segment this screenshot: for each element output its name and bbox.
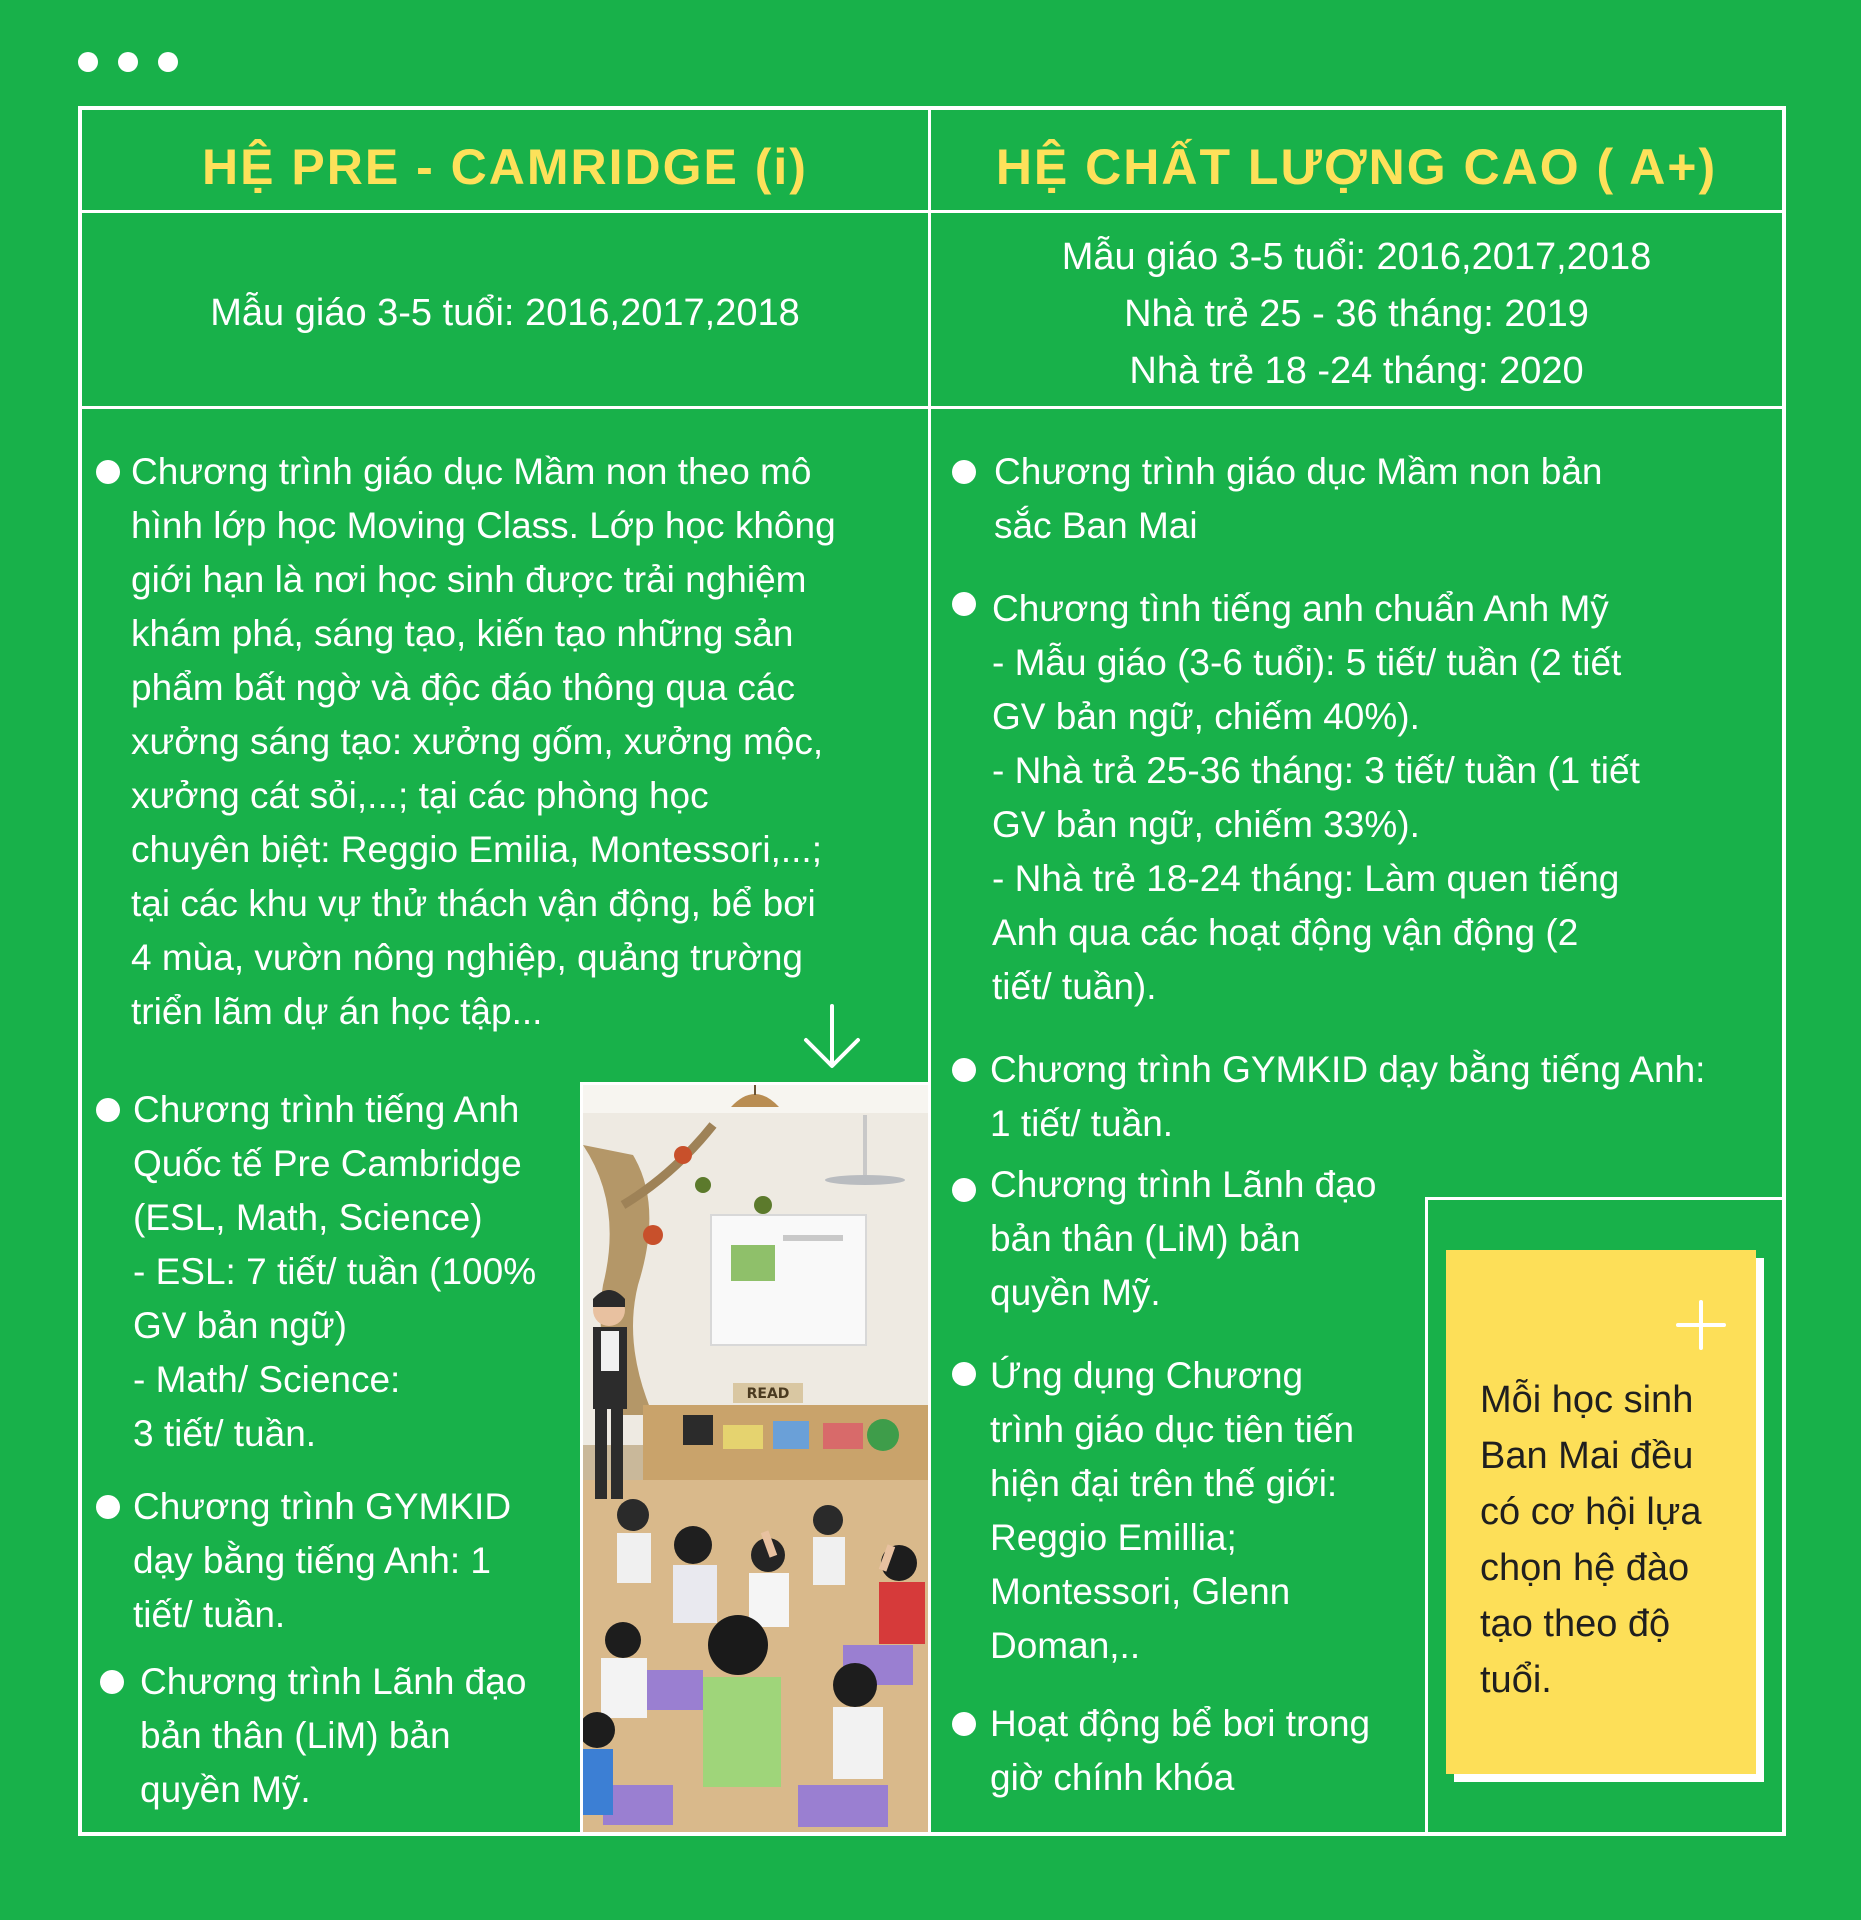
dot-icon [158,52,178,72]
note-box-border [1425,1197,1428,1836]
bullet-icon [100,1670,124,1694]
bullet-icon [952,460,976,484]
right-item-gymkid: Chương trình GYMKID dạy bằng tiếng Anh: 1 tiết/ tuần. [990,1049,1706,1144]
right-item-english: Chương tình tiếng anh chuẩn Anh Mỹ - Mẫu giáo (3-6 tuổi): 5 tiết/ tuần (2 tiết GV bản ngữ, chiếm 40%). - Nhà trả 25-36 tháng: 3 tiết/ tuần (1 tiết GV bản ngữ, chiếm 33%). - Nhà trẻ 18-24 tháng: Làm quen tiếng Anh qua các hoạt động vận động (2 tiết/ tuần). [992,588,1640,1007]
age-line: Mẫu giáo 3-5 tuổi: 2016,2017,2018 [210,292,800,334]
bullet-icon [96,1098,120,1122]
left-item-moving-class: Chương trình giáo dục Mầm non theo mô hình lớp học Moving Class. Lớp học không giới hạn là nơi học sinh được trải nghiệm khám phá, sáng tạo, kiến tạo những sản phẩm bất ngờ và độc đáo thông qua các xưởng sáng tạo: xưởng gốm, xưởng mộc, xưởng cát sỏi,...; tại các phòng học chuyên biệt: Reggio Emilia, Montessori,...; tại các khu vự thử thách vận động, bể bơi 4 mùa, vườn nông nghiệp, quảng trường triển lãm dự án học tập... [131,451,836,1032]
bullet-icon [952,1362,976,1386]
left-item-lim: Chương trình Lãnh đạo bản thân (LiM) bản quyền Mỹ. [140,1661,527,1810]
classroom-illustration [583,1085,928,1832]
age-line: Nhà trẻ 18 -24 tháng: 2020 [1129,350,1584,392]
note-box-border [1426,1197,1786,1200]
right-item-swimming: Hoạt động bể bơi trong giờ chính khóa [990,1703,1371,1798]
age-line: Nhà trẻ 25 - 36 tháng: 2019 [1124,293,1589,335]
left-column-title: HỆ PRE - CAMRIDGE (i) [202,139,808,195]
right-item-advanced-programs: Ứng dụng Chương trình giáo dục tiên tiến hiện đại trên thế giới: Reggio Emillia; Montessori, Glenn Doman,.. [990,1355,1355,1666]
sticky-note [1446,1250,1756,1774]
bullet-icon [952,1178,976,1202]
row-divider [78,406,1786,409]
down-arrow-icon [802,1004,862,1070]
row-divider [78,210,1786,213]
left-item-pre-cambridge: Chương trình tiếng Anh Quốc tế Pre Cambridge (ESL, Math, Science) - ESL: 7 tiết/ tuần (100% GV bản ngữ) - Math/ Science: 3 tiết/ tuần. [133,1089,537,1454]
dot-icon [78,52,98,72]
bullet-icon [96,460,120,484]
right-age-info [931,229,1782,400]
left-item-gymkid: Chương trình GYMKID dạy bằng tiếng Anh: 1 tiết/ tuần. [133,1486,512,1635]
right-item-lim: Chương trình Lãnh đạo bản thân (LiM) bản quyền Mỹ. [990,1164,1377,1313]
left-age-info [82,285,928,342]
read-sign: READ [746,1386,790,1402]
note-text: Mỗi học sinh Ban Mai đều có cơ hội lựa chọn hệ đào tạo theo độ tuổi. [1480,1379,1702,1701]
plus-icon [1676,1300,1726,1350]
right-column-title: HỆ CHẤT LƯỢNG CAO ( A+) [995,139,1718,195]
dot-icon [118,52,138,72]
right-item-ban-mai: Chương trình giáo dục Mầm non bản sắc Ban Mai [994,451,1603,546]
bullet-icon [952,592,976,616]
age-line: Mẫu giáo 3-5 tuổi: 2016,2017,2018 [1061,236,1652,278]
window-dots [78,52,178,72]
bullet-icon [952,1712,976,1736]
classroom-photo [580,1082,928,1832]
bullet-icon [952,1058,976,1082]
bullet-icon [96,1495,120,1519]
